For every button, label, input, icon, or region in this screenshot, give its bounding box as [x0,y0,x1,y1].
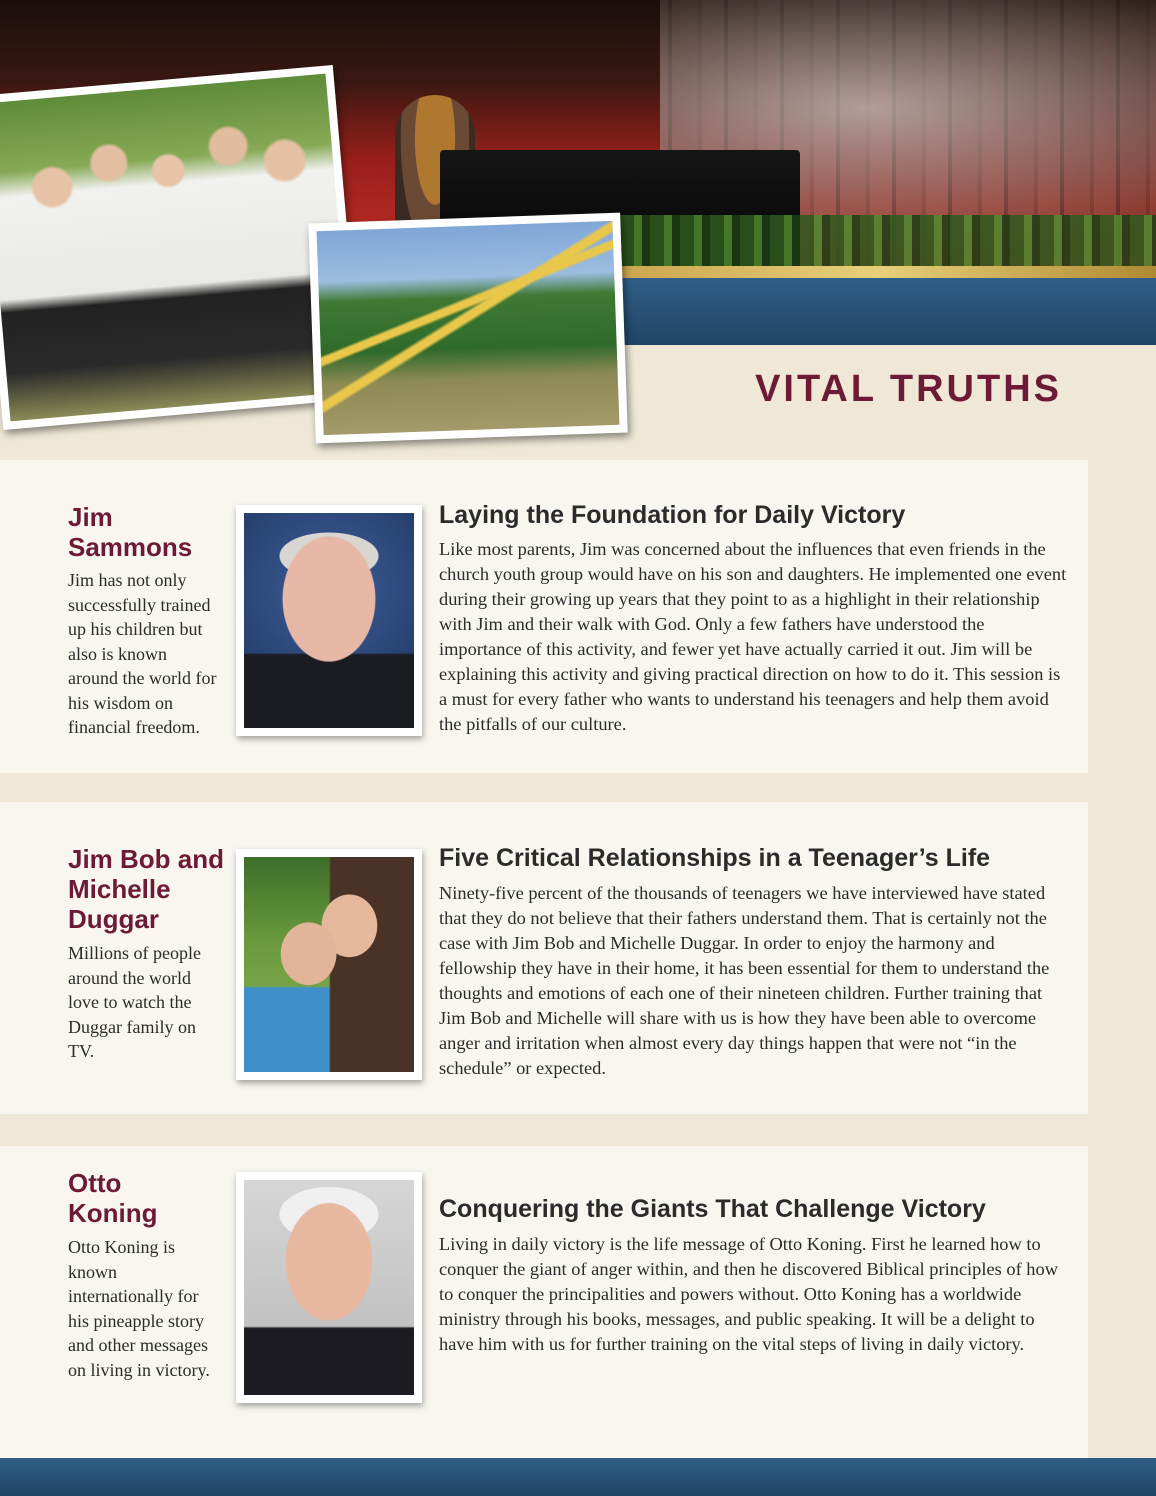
stage-plants [620,215,1156,270]
session-title: Conquering the Giants That Challenge Victory [439,1195,986,1223]
speaker-name-line: Duggar [68,904,159,934]
speaker-bio: Jim has not only successfully trained up his children but also is known around the world for his wisdom on financial freedom. [68,570,217,737]
page-title: VITAL TRUTHS [755,368,1062,410]
gold-trim [600,266,1156,278]
session-title: Laying the Foundation for Daily Victory [439,501,906,529]
boys-camp-image [317,221,620,435]
speaker-name [68,1168,228,1228]
speaker-name [68,844,228,934]
session-description: Ninety-five percent of the thousands of teenagers we have interviewed have stated that they do not believe that their fathers understand them. That is certainly not the case with Jim Bob and Michelle Duggar. In order to enjoy the harmony and fellowship they have in their home, it has been essential for them to understand the thoughts and emotions of each one of their nineteen children. Further training that Jim Bob and Michelle will share with us is how they have been able to overcome anger and irritation when almost every day things happen that were not “in the schedule” or expected. [439,883,1050,1078]
session-description: Living in daily victory is the life message of Otto Koning. First he learned how to conquer the giant of anger within, and then he discovered Biblical principles of how to conquer the principalities and powers without. Otto Koning has a worldwide ministry through his books, messages, and public speaking. It will be a delight to have him with us for further training on the vital steps of living in daily victory. [439,1234,1058,1354]
speaker-name-line: Jim [68,502,113,532]
speaker-portrait [236,849,422,1080]
boys-camp-photo [308,213,627,444]
speaker-name-line: Sammons [68,532,193,562]
blue-band [600,278,1156,345]
speaker-bio: Millions of people around the world love to watch the Duggar family on TV. [68,943,201,1061]
speaker-name-line: Koning [68,1198,158,1228]
girls-group-image [0,74,353,422]
speaker-panel-duggar [0,802,1088,1114]
speaker-bio: Otto Koning is known internationally for his pineapple story and other messages on living in victory. [68,1237,210,1380]
session-title: Five Critical Relationships in a Teenager’s Life [439,844,991,872]
footer-band [0,1458,1156,1496]
speaker-name-line: Otto [68,1168,122,1198]
speaker-name [68,502,228,562]
speaker-panel-otto-koning [0,1146,1088,1458]
portrait-image [244,513,414,728]
portrait-image [244,857,414,1072]
speaker-panel-jim-sammons [0,460,1088,773]
portrait-image [244,1180,414,1395]
girls-group-photo [0,65,362,430]
speaker-name-line: Michelle [68,874,171,904]
session-description: Like most parents, Jim was concerned about the influences that even friends in the church youth group would have on his son and daughters. He implemented one event during their growing up years that they point to as a highlight in their relationship with Jim and their walk with God. Only a few fathers have understood the importance of this activity, and fewer yet have actually carried it out. Jim will be explaining this activity and giving practical direction on how to do it. This session is a must for every father who wants to understand his teenagers and help them avoid the pitfalls of our culture. [439,539,1067,734]
speaker-portrait [236,505,422,736]
speaker-portrait [236,1172,422,1403]
speaker-name-line: Jim Bob and [68,844,225,874]
